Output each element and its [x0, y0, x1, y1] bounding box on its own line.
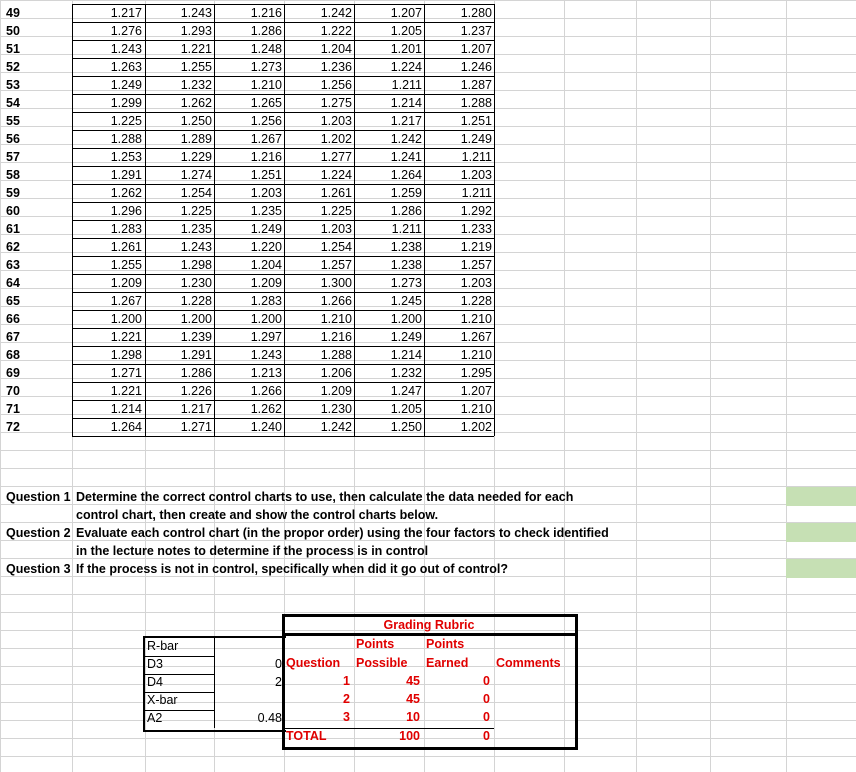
data-cell[interactable]: 1.229 [180, 150, 212, 164]
data-cell[interactable]: 1.289 [180, 132, 212, 146]
data-cell[interactable]: 1.210 [250, 78, 282, 92]
data-cell[interactable]: 1.286 [390, 204, 422, 218]
rubric-header-question: Question [286, 656, 341, 670]
data-cell[interactable]: 1.243 [180, 240, 212, 254]
data-cell[interactable]: 1.271 [180, 420, 212, 434]
question-label: Question 2 [6, 526, 71, 540]
data-cell[interactable]: 1.251 [460, 114, 492, 128]
data-cell[interactable]: 1.204 [320, 42, 352, 56]
data-cell[interactable]: 1.262 [250, 402, 282, 416]
data-cell[interactable]: 1.200 [110, 312, 142, 326]
question-text: Evaluate each control chart (in the propor order) using the four factors to check identified [76, 526, 609, 540]
data-cell[interactable]: 1.249 [390, 330, 422, 344]
data-cell[interactable]: 1.263 [110, 60, 142, 74]
data-cell[interactable]: 1.224 [390, 60, 422, 74]
answer-cell-q3[interactable] [786, 559, 856, 578]
data-cell[interactable]: 1.256 [320, 78, 352, 92]
question-label: Question 3 [6, 562, 71, 576]
rubric-points-earned[interactable]: 0 [483, 710, 490, 724]
data-cell[interactable]: 1.200 [390, 312, 422, 326]
data-cell[interactable]: 1.267 [250, 132, 282, 146]
data-cell[interactable]: 1.288 [460, 96, 492, 110]
rubric-total-label: TOTAL [286, 729, 327, 743]
data-cell[interactable]: 1.242 [320, 6, 352, 20]
data-cell[interactable]: 1.264 [390, 168, 422, 182]
data-cell[interactable]: 1.287 [460, 78, 492, 92]
data-cell[interactable]: 1.205 [390, 402, 422, 416]
data-cell[interactable]: 1.235 [250, 204, 282, 218]
data-cell[interactable]: 1.262 [180, 96, 212, 110]
data-cell[interactable]: 1.202 [320, 132, 352, 146]
data-cell[interactable]: 1.261 [320, 186, 352, 200]
data-cell[interactable]: 1.254 [180, 186, 212, 200]
data-cell[interactable]: 1.286 [250, 24, 282, 38]
data-cell[interactable]: 1.266 [250, 384, 282, 398]
row-number: 69 [6, 366, 20, 380]
factor-label: A2 [147, 711, 163, 725]
row-number: 59 [6, 186, 20, 200]
rubric-header-earned: Earned [426, 656, 469, 670]
row-number: 71 [6, 402, 20, 416]
data-cell[interactable]: 1.261 [110, 240, 142, 254]
data-cell[interactable]: 1.247 [390, 384, 422, 398]
data-cell[interactable]: 1.242 [320, 420, 352, 434]
data-cell[interactable]: 1.249 [250, 222, 282, 236]
data-cell[interactable]: 1.291 [110, 168, 142, 182]
data-cell[interactable]: 1.245 [390, 294, 422, 308]
data-cell[interactable]: 1.291 [180, 348, 212, 362]
data-cell[interactable]: 1.214 [390, 96, 422, 110]
rubric-header-possible: Possible [356, 656, 408, 670]
rubric-header-comments: Comments [496, 656, 561, 670]
row-number: 56 [6, 132, 20, 146]
rubric-question-number: 2 [343, 692, 350, 706]
data-cell[interactable]: 1.293 [180, 24, 212, 38]
data-cell[interactable]: 1.292 [460, 204, 492, 218]
data-cell[interactable]: 1.214 [110, 402, 142, 416]
data-cell[interactable]: 1.240 [250, 420, 282, 434]
row-number: 68 [6, 348, 20, 362]
data-cell[interactable]: 1.225 [110, 114, 142, 128]
data-cell[interactable]: 1.265 [250, 96, 282, 110]
data-cell[interactable]: 1.211 [461, 186, 492, 200]
data-cell[interactable]: 1.200 [250, 312, 282, 326]
data-cell[interactable]: 1.238 [390, 258, 422, 272]
question-text-continued: in the lecture notes to determine if the process is in control [76, 544, 429, 558]
data-cell[interactable]: 1.220 [250, 240, 282, 254]
data-cell[interactable]: 1.250 [390, 420, 422, 434]
data-cell[interactable]: 1.232 [390, 366, 422, 380]
question-text: If the process is not in control, specifically when did it go out of control? [76, 562, 508, 576]
data-cell[interactable]: 1.235 [180, 222, 212, 236]
data-cell[interactable]: 1.210 [320, 312, 352, 326]
rubric-header-points-earned: Points [426, 637, 465, 651]
factor-label: D4 [147, 675, 163, 689]
data-cell[interactable]: 1.209 [250, 276, 282, 290]
data-cell[interactable]: 1.267 [110, 294, 142, 308]
rubric-points-possible: 45 [406, 674, 420, 688]
data-cell[interactable]: 1.236 [320, 60, 352, 74]
data-cell[interactable]: 1.271 [110, 366, 142, 380]
data-cell[interactable]: 1.274 [180, 168, 212, 182]
row-number: 72 [6, 420, 20, 434]
data-cell[interactable]: 1.203 [460, 168, 492, 182]
data-cell[interactable]: 1.226 [180, 384, 212, 398]
row-number: 70 [6, 384, 20, 398]
data-cell[interactable]: 1.283 [110, 222, 142, 236]
data-cell[interactable]: 1.216 [250, 6, 282, 20]
data-cell[interactable]: 1.206 [320, 366, 352, 380]
rubric-title: Grading Rubric [383, 618, 475, 632]
data-cell[interactable]: 1.221 [180, 42, 212, 56]
data-cell[interactable]: 1.203 [250, 186, 282, 200]
row-number: 57 [6, 150, 20, 164]
rubric-header-points-possible: Points [356, 637, 395, 651]
factor-value[interactable]: 0 [275, 657, 282, 671]
data-cell[interactable]: 1.255 [180, 60, 212, 74]
row-number: 60 [6, 204, 20, 218]
data-cell[interactable]: 1.233 [460, 222, 492, 236]
data-cell[interactable]: 1.296 [110, 204, 142, 218]
data-cell[interactable]: 1.207 [460, 384, 492, 398]
data-cell[interactable]: 1.283 [250, 294, 282, 308]
data-cell[interactable]: 1.203 [320, 114, 352, 128]
rubric-points-possible: 45 [406, 692, 420, 706]
data-cell[interactable]: 1.204 [250, 258, 282, 272]
rubric-points-earned[interactable]: 0 [483, 692, 490, 706]
data-cell[interactable]: 1.242 [390, 132, 422, 146]
data-cell[interactable]: 1.211 [391, 222, 422, 236]
data-cell[interactable]: 1.205 [390, 24, 422, 38]
data-cell[interactable]: 1.241 [390, 150, 422, 164]
data-cell[interactable]: 1.280 [460, 6, 492, 20]
data-cell[interactable]: 1.255 [110, 258, 142, 272]
row-number: 62 [6, 240, 20, 254]
data-cell[interactable]: 1.257 [460, 258, 492, 272]
row-number: 50 [6, 24, 20, 38]
data-cell[interactable]: 1.210 [460, 402, 492, 416]
data-cell[interactable]: 1.217 [390, 114, 422, 128]
row-number: 58 [6, 168, 20, 182]
data-cell[interactable]: 1.239 [180, 330, 212, 344]
data-cell[interactable]: 1.216 [250, 150, 282, 164]
data-cell[interactable]: 1.203 [460, 276, 492, 290]
data-cell[interactable]: 1.257 [320, 258, 352, 272]
data-cell[interactable]: 1.266 [320, 294, 352, 308]
data-cell[interactable]: 1.288 [320, 348, 352, 362]
data-cell[interactable]: 1.221 [110, 330, 142, 344]
data-cell[interactable]: 1.222 [320, 24, 352, 38]
data-cell[interactable]: 1.201 [390, 42, 422, 56]
data-cell[interactable]: 1.225 [180, 204, 212, 218]
data-cell[interactable]: 1.298 [180, 258, 212, 272]
data-cell[interactable]: 1.211 [391, 78, 422, 92]
factor-label: X-bar [147, 693, 178, 707]
data-cell[interactable]: 1.259 [390, 186, 422, 200]
row-number: 55 [6, 114, 20, 128]
row-number: 67 [6, 330, 20, 344]
data-cell[interactable]: 1.217 [180, 402, 212, 416]
data-cell[interactable]: 1.251 [250, 168, 282, 182]
factor-label: R-bar [147, 639, 179, 653]
data-cell[interactable]: 1.202 [460, 420, 492, 434]
row-number: 53 [6, 78, 20, 92]
data-cell[interactable]: 1.300 [320, 276, 352, 290]
data-cell[interactable]: 1.243 [180, 6, 212, 20]
answer-cell-q1[interactable] [786, 487, 856, 506]
data-cell[interactable]: 1.213 [250, 366, 282, 380]
data-cell[interactable]: 1.256 [250, 114, 282, 128]
row-number: 61 [6, 222, 20, 236]
row-number: 65 [6, 294, 20, 308]
rubric-total-earned[interactable]: 0 [483, 729, 490, 743]
data-cell[interactable]: 1.209 [320, 384, 352, 398]
rubric-points-possible: 10 [406, 710, 420, 724]
data-cell[interactable]: 1.249 [110, 78, 142, 92]
data-cell[interactable]: 1.209 [110, 276, 142, 290]
row-number: 64 [6, 276, 20, 290]
data-cell[interactable]: 1.297 [250, 330, 282, 344]
data-cell[interactable]: 1.203 [320, 222, 352, 236]
data-cell[interactable]: 1.237 [460, 24, 492, 38]
factor-label: D3 [147, 657, 163, 671]
data-cell[interactable]: 1.228 [460, 294, 492, 308]
question-text: Determine the correct control charts to use, then calculate the data needed for each [76, 490, 574, 504]
data-cell[interactable]: 1.228 [180, 294, 212, 308]
data-cell[interactable]: 1.295 [460, 366, 492, 380]
data-cell[interactable]: 1.219 [460, 240, 492, 254]
row-number: 54 [6, 96, 20, 110]
data-cell[interactable]: 1.250 [180, 114, 212, 128]
data-cell[interactable]: 1.267 [460, 330, 492, 344]
data-cell[interactable]: 1.286 [180, 366, 212, 380]
data-cell[interactable]: 1.210 [460, 312, 492, 326]
data-cell[interactable]: 1.246 [460, 60, 492, 74]
data-cell[interactable]: 1.224 [320, 168, 352, 182]
data-cell[interactable]: 1.276 [110, 24, 142, 38]
data-cell[interactable]: 1.216 [320, 330, 352, 344]
data-cell[interactable]: 1.275 [320, 96, 352, 110]
rubric-question-number: 1 [343, 674, 350, 688]
row-number: 51 [6, 42, 20, 56]
data-cell[interactable]: 1.288 [110, 132, 142, 146]
data-cell[interactable]: 1.273 [250, 60, 282, 74]
row-number: 63 [6, 258, 20, 272]
data-cell[interactable]: 1.249 [460, 132, 492, 146]
rubric-points-earned[interactable]: 0 [483, 674, 490, 688]
rubric-total-possible: 100 [399, 729, 420, 743]
data-cell[interactable]: 1.207 [460, 42, 492, 56]
data-cell[interactable]: 1.230 [320, 402, 352, 416]
data-cell[interactable]: 1.230 [180, 276, 212, 290]
data-cell[interactable]: 1.248 [250, 42, 282, 56]
data-cell[interactable]: 1.210 [460, 348, 492, 362]
data-cell[interactable]: 1.253 [110, 150, 142, 164]
data-cell[interactable]: 1.262 [110, 186, 142, 200]
data-cell[interactable]: 1.221 [110, 384, 142, 398]
data-cell[interactable]: 1.254 [320, 240, 352, 254]
data-cell[interactable]: 1.273 [390, 276, 422, 290]
data-cell[interactable]: 1.217 [110, 6, 142, 20]
data-cell[interactable]: 1.238 [390, 240, 422, 254]
data-cell[interactable]: 1.225 [320, 204, 352, 218]
row-number: 49 [6, 6, 20, 20]
data-cell[interactable]: 1.243 [110, 42, 142, 56]
data-cell[interactable]: 1.211 [461, 150, 492, 164]
data-cell[interactable]: 1.232 [180, 78, 212, 92]
answer-cell-q2[interactable] [786, 523, 856, 542]
data-cell[interactable]: 1.207 [390, 6, 422, 20]
data-cell[interactable]: 1.200 [180, 312, 212, 326]
data-cell[interactable]: 1.243 [250, 348, 282, 362]
data-cell[interactable]: 1.277 [320, 150, 352, 164]
rubric-question-number: 3 [343, 710, 350, 724]
data-cell[interactable]: 1.214 [390, 348, 422, 362]
row-number: 66 [6, 312, 20, 326]
factor-value[interactable]: 0.48 [257, 711, 282, 725]
factor-value[interactable]: 2 [275, 675, 282, 689]
question-label: Question 1 [6, 490, 71, 504]
data-cell[interactable]: 1.298 [110, 348, 142, 362]
row-number: 52 [6, 60, 20, 74]
data-cell[interactable]: 1.299 [110, 96, 142, 110]
question-text-continued: control chart, then create and show the control charts below. [76, 508, 439, 522]
data-cell[interactable]: 1.264 [110, 420, 142, 434]
